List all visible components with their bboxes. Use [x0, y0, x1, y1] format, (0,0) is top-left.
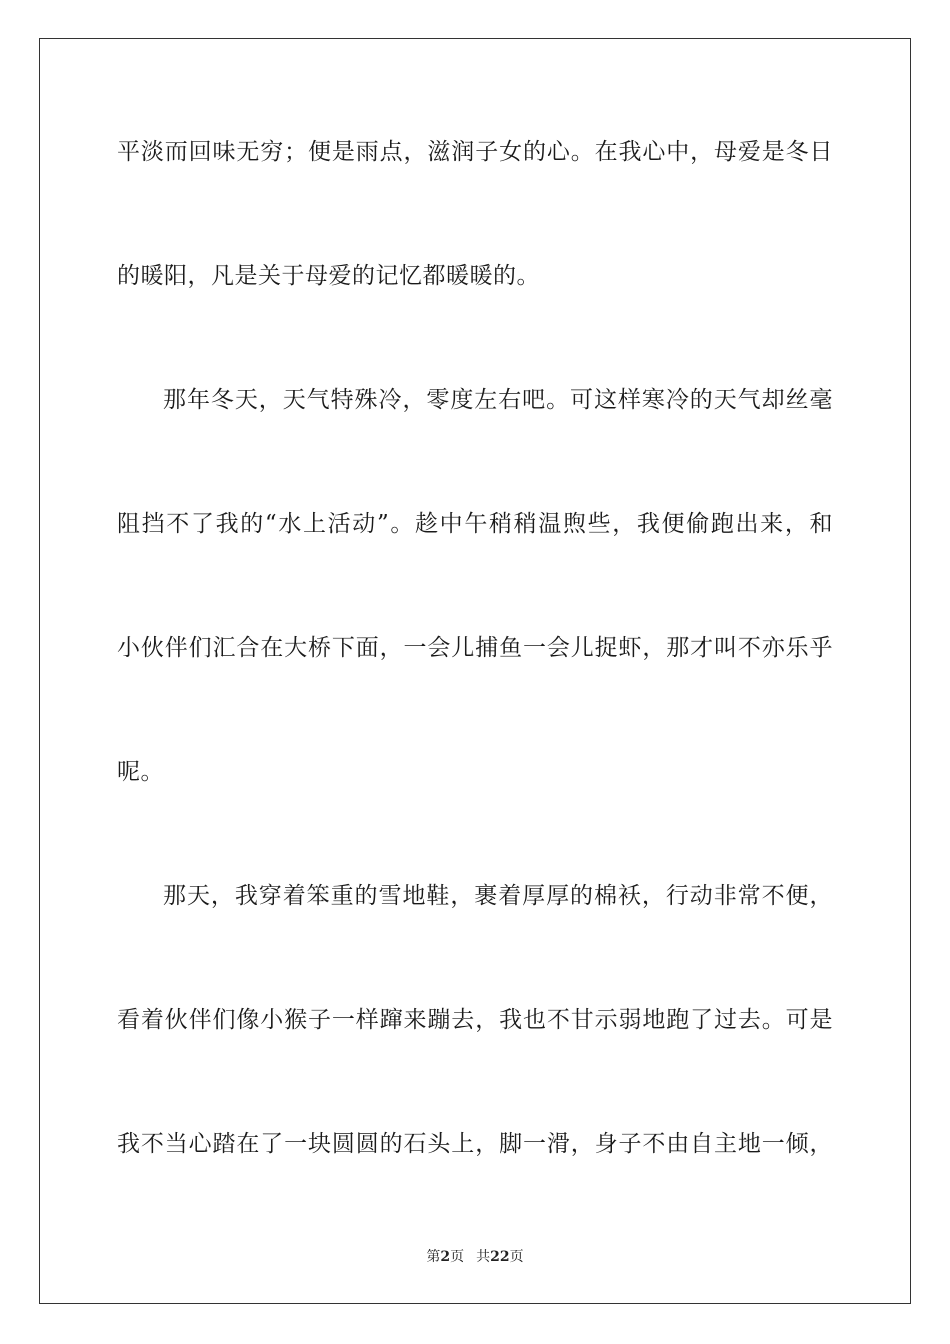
text-line-3: 那年冬天，天气特殊冷，零度左右吧。可这样寒冷的天气却丝毫 — [163, 387, 833, 413]
page-suffix: 页 — [450, 1249, 465, 1265]
text-line-2: 的暖阳，凡是关于母爱的记忆都暖暖的。 — [117, 263, 540, 289]
page-footer — [0, 1247, 950, 1267]
page-prefix: 第 — [426, 1249, 441, 1265]
total-suffix: 页 — [509, 1249, 524, 1265]
total-prefix: 共 — [476, 1249, 491, 1265]
text-line-5: 小伙伴们汇合在大桥下面，一会儿捕鱼一会儿捉虾，那才叫不亦乐乎 — [117, 635, 833, 661]
text-line-6: 呢。 — [117, 759, 164, 785]
page-border — [39, 38, 911, 1304]
total-pages: 22 — [490, 1249, 510, 1265]
text-line-1: 平淡而回味无穷；便是雨点，滋润子女的心。在我心中，母爱是冬日 — [117, 139, 833, 165]
text-line-8: 看着伙伴们像小猴子一样蹿来蹦去，我也不甘示弱地跑了过去。可是 — [117, 1007, 833, 1033]
text-line-9: 我不当心踏在了一块圆圆的石头上，脚一滑，身子不由自主地一倾， — [117, 1131, 833, 1157]
text-line-7: 那天，我穿着笨重的雪地鞋，裹着厚厚的棉袄，行动非常不便， — [163, 883, 833, 909]
page-number: 2 — [440, 1249, 451, 1265]
text-line-4: 阻挡不了我的“水上活动”。趁中午稍稍温煦些，我便偷跑出来，和 — [117, 511, 833, 537]
